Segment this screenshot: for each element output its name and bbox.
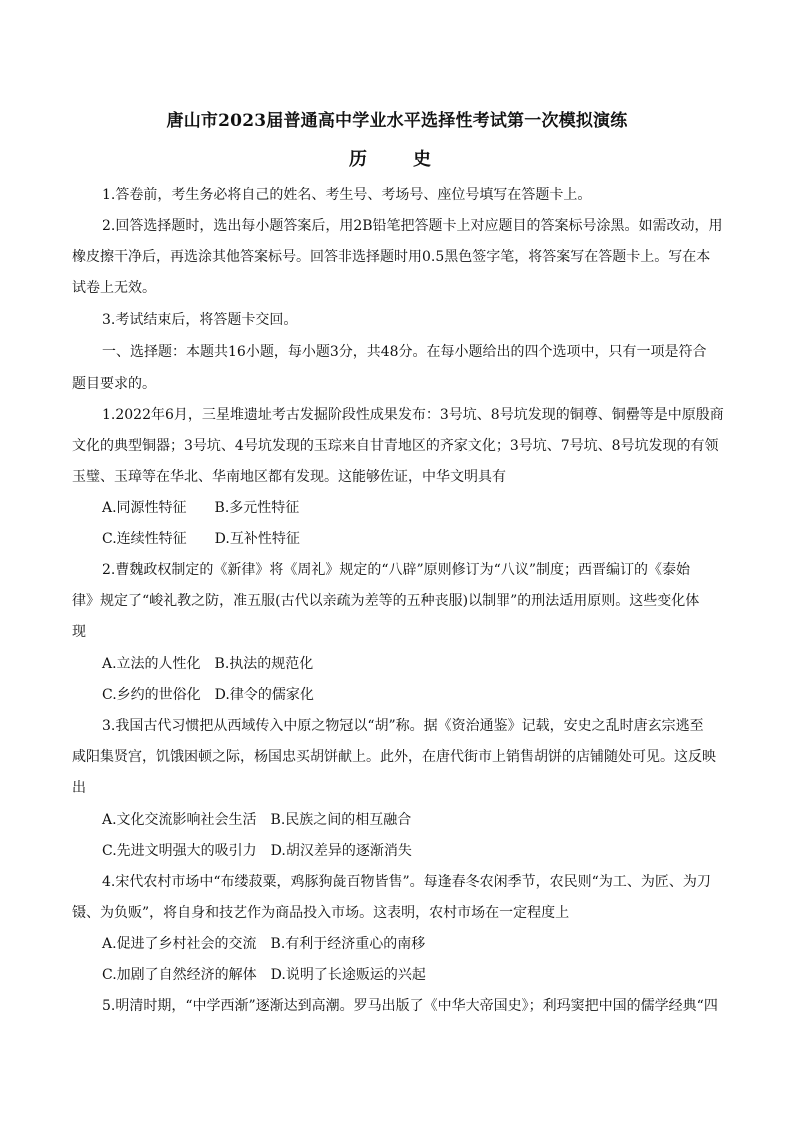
q2-options-cd: C.乡约的世俗化 D.律令的儒家化 <box>102 687 314 703</box>
instruction-2: 2.回答选择题时，选出每小题答案后，用2B铅笔把答题卡上对应题目的答案标号涂黑。如需改动，用 <box>102 218 723 234</box>
q1-line-3: 玉璧、玉璋等在华北、华南地区都有发现。这能够佐证，中华文明具有 <box>72 469 506 485</box>
q2-line-1: 2.曹魏政权制定的《新律》将《周礼》规定的“八辟”原则修订为“八议”制度；西晋编订的《泰始 <box>102 562 690 578</box>
q1-options-cd: C.连续性特征 D.互补性特征 <box>102 531 300 547</box>
q5-line-1: 5.明清时期，“中学西渐”逐渐达到高潮。罗马出版了《中华大帝国史》；利玛窦把中国的儒学经典“四 <box>102 998 718 1014</box>
q3-line-1: 3.我国古代习惯把从西域传入中原之物冠以“胡”称。据《资治通鉴》记载，安史之乱时唐玄宗逃至 <box>102 718 704 734</box>
q2-line-2: 律》规定了“峻礼教之防，准五服(古代以亲疏为差等的五种丧服)以制罪”的刑法适用原则。这些变化体 <box>72 593 700 609</box>
q1-line-2: 文化的典型铜器；3号坑、4号坑发现的玉琮来自甘青地区的齐家文化；3号坑、7号坑、8号坑发现的有领 <box>72 438 719 454</box>
instruction-2-end: 试卷上无效。 <box>72 280 156 296</box>
q4-line-2: 镊、为负贩”，将自身和技艺作为商品投入市场。这表明，农村市场在一定程度上 <box>72 905 570 921</box>
instruction-3: 3.考试结束后，将答题卡交回。 <box>102 312 298 328</box>
q1-line-1: 1.2022年6月，三星堆遗址考古发掘阶段性成果发布：3号坑、8号坑发现的铜尊、铜罍等是中原殷商 <box>102 407 724 423</box>
q3-options-ab: A.文化交流影响社会生活 B.民族之间的相互融合 <box>102 812 412 828</box>
q2-line-3: 现 <box>72 624 86 640</box>
subject-title: 历 史 <box>349 149 445 170</box>
q3-line-3: 出 <box>72 780 86 796</box>
exam-title: 唐山市2023届普通高中学业水平选择性考试第一次模拟演练 <box>166 111 628 131</box>
section-heading-cont: 题目要求的。 <box>72 376 156 392</box>
q4-options-cd: C.加剧了自然经济的解体 D.说明了长途贩运的兴起 <box>102 967 426 983</box>
q3-line-2: 咸阳集贤宫，饥饿困顿之际，杨国忠买胡饼献上。此外，在唐代街市上销售胡饼的店铺随处可见。这反映 <box>72 749 716 765</box>
q3-options-cd: C.先进文明强大的吸引力 D.胡汉差异的逐渐消失 <box>102 843 412 859</box>
q2-options-ab: A.立法的人性化 B.执法的规范化 <box>102 656 314 672</box>
q1-options-ab: A.同源性特征 B.多元性特征 <box>102 500 300 516</box>
section-heading: 一、选择题：本题共16小题，每小题3分，共48分。在每小题给出的四个选项中，只有一项是符合 <box>102 344 707 360</box>
q4-options-ab: A.促进了乡村社会的交流 B.有利于经济重心的南移 <box>102 936 426 952</box>
instruction-1: 1.答卷前，考生务必将自己的姓名、考生号、考场号、座位号填写在答题卡上。 <box>102 187 592 203</box>
q4-line-1: 4.宋代农村市场中“布缕菽粟，鸡豚狗彘百物皆售”。每逢春冬农闲季节，农民则“为工、为匠、为刀 <box>102 874 711 890</box>
instruction-2-cont: 橡皮擦干净后，再选涂其他答案标号。回答非选择题时用0.5黑色签字笔，将答案写在答题卡上。写在本 <box>72 249 711 265</box>
